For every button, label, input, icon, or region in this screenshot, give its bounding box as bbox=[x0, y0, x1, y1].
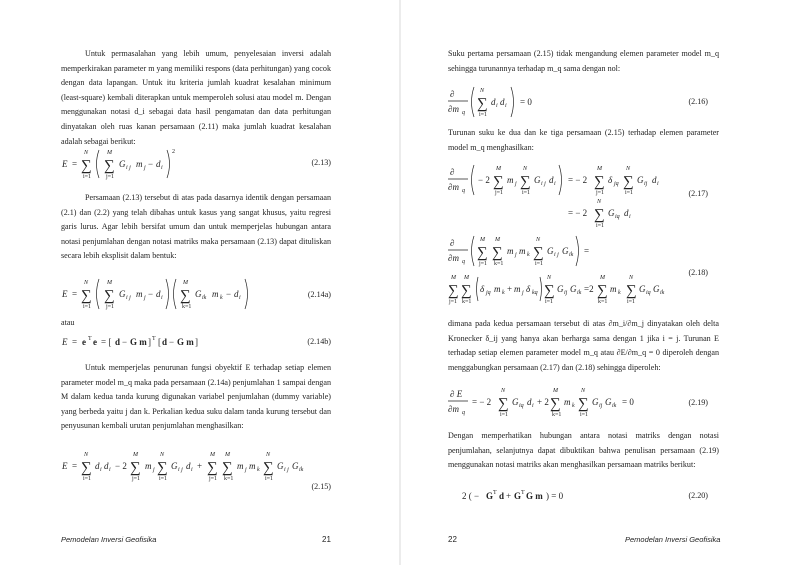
svg-text:M: M bbox=[133, 452, 138, 458]
svg-text:∂: ∂ bbox=[450, 238, 455, 248]
svg-text:∂: ∂ bbox=[450, 89, 455, 99]
svg-text:j: j bbox=[515, 252, 517, 258]
svg-text:M: M bbox=[480, 237, 485, 243]
svg-text:ik: ik bbox=[612, 403, 617, 409]
svg-text:G: G bbox=[605, 397, 612, 407]
svg-text:N: N bbox=[160, 452, 165, 458]
svg-text:d: d bbox=[527, 397, 532, 407]
svg-text:i=1: i=1 bbox=[545, 299, 554, 305]
svg-text:E: E bbox=[62, 337, 68, 347]
svg-text:q: q bbox=[462, 110, 465, 116]
svg-text:∑: ∑ bbox=[157, 460, 168, 476]
svg-text:=: = bbox=[72, 289, 78, 299]
svg-text:∂ E: ∂ E bbox=[450, 389, 463, 399]
svg-text:+: + bbox=[506, 491, 512, 501]
svg-text:m: m bbox=[136, 289, 143, 299]
svg-text:j=1: j=1 bbox=[106, 304, 115, 310]
svg-text:G: G bbox=[653, 284, 660, 294]
eq-2-14a-number: (2.14a) bbox=[307, 290, 331, 299]
svg-text:i: i bbox=[239, 295, 241, 301]
svg-text:N: N bbox=[547, 275, 552, 281]
svg-text:2 ( −: 2 ( − bbox=[462, 491, 480, 501]
svg-text:q: q bbox=[462, 188, 465, 194]
svg-text:j=1: j=1 bbox=[596, 190, 605, 196]
svg-text:M: M bbox=[183, 280, 188, 286]
svg-text:j=1: j=1 bbox=[132, 476, 141, 482]
svg-text:∑: ∑ bbox=[594, 207, 605, 223]
svg-text:− 2: − 2 bbox=[478, 175, 490, 185]
svg-text:[: [ bbox=[158, 337, 161, 347]
svg-text:N: N bbox=[626, 166, 631, 172]
right-paragraph-4: Dengan memperhatikan hubungan antara notasi matriks dengan notasi penjumlahan, selanjutnya dapat dibuktikan bahwa penulisan persamaan (2.19) menggunakan notasi matriks akan menghasilkan persamaan matriks berikut: bbox=[448, 431, 719, 470]
svg-text:k: k bbox=[572, 403, 575, 409]
svg-text:ik: ik bbox=[577, 290, 582, 296]
svg-text:i: i bbox=[532, 403, 534, 409]
svg-text:∑: ∑ bbox=[81, 288, 92, 304]
svg-text:G: G bbox=[277, 461, 284, 471]
svg-text:k=1: k=1 bbox=[494, 261, 504, 267]
svg-text:k: k bbox=[502, 290, 505, 296]
svg-text:∑: ∑ bbox=[130, 460, 141, 476]
svg-text:δ: δ bbox=[608, 175, 613, 185]
svg-text:=: = bbox=[72, 337, 78, 347]
svg-text:k=1: k=1 bbox=[182, 304, 192, 310]
svg-text:i: i bbox=[161, 165, 163, 171]
atau-text: atau bbox=[61, 318, 75, 327]
svg-text:d: d bbox=[624, 208, 629, 218]
svg-text:G m: G m bbox=[130, 337, 147, 347]
svg-text:N: N bbox=[597, 199, 602, 205]
svg-text:m: m bbox=[564, 397, 571, 407]
svg-text:∑: ∑ bbox=[81, 158, 92, 174]
svg-text:M: M bbox=[225, 452, 230, 458]
equation-2-16 bbox=[448, 84, 568, 122]
svg-text:G: G bbox=[514, 491, 522, 501]
svg-text:∑: ∑ bbox=[180, 288, 191, 304]
svg-text:j: j bbox=[245, 467, 247, 473]
svg-text:N: N bbox=[84, 150, 89, 156]
svg-text:d: d bbox=[652, 175, 657, 185]
svg-text:ik: ik bbox=[569, 252, 574, 258]
svg-text:E: E bbox=[62, 159, 68, 169]
svg-text:T: T bbox=[152, 336, 156, 342]
svg-text:T: T bbox=[521, 490, 525, 496]
svg-text:N: N bbox=[629, 275, 634, 281]
svg-text:∂: ∂ bbox=[450, 167, 455, 177]
right-footer-title: Pemodelan Inversi Geofisika bbox=[625, 535, 721, 544]
svg-text:q: q bbox=[462, 259, 465, 265]
right-paragraph-2: Turunan suku ke dua dan ke tiga persamaan (2.15) terhadap elemen parameter model m_q menghasilkan: bbox=[448, 128, 719, 152]
svg-text:T: T bbox=[493, 490, 497, 496]
svg-text:i: i bbox=[505, 103, 507, 109]
eq-2-13-number: (2.13) bbox=[311, 158, 331, 167]
svg-text:j=1: j=1 bbox=[106, 174, 115, 180]
svg-text:ik: ik bbox=[202, 295, 207, 301]
svg-text:N: N bbox=[536, 237, 541, 243]
svg-text:e: e bbox=[82, 337, 86, 347]
svg-text:i=1: i=1 bbox=[596, 223, 605, 229]
svg-text:j: j bbox=[153, 467, 155, 473]
left-paragraph-1: Untuk permasalahan yang lebih umum, penyelesaian inversi adalah memperkirakan parameter m yang memiliki respons (data perhitungan) yang cocok dengan data lapangan. Untuk itu kriteria jumlah kuadrat kesalahan minimum (least-square) kembali diterapkan untuk memperoleh solusi atau model m. Dengan menggunakan notasi d_i sebagai data hasil pengamatan dan data perhitungan dinyatakan oleh ruas kanan persamaan (2.11) maka jumlah kuadrat kesalahan adalah sebagai berikut: bbox=[61, 49, 331, 146]
svg-text:i: i bbox=[100, 467, 102, 473]
svg-text:= 0: = 0 bbox=[622, 397, 634, 407]
svg-text:G: G bbox=[292, 461, 299, 471]
svg-text:d: d bbox=[500, 97, 505, 107]
svg-text:) = 0: ) = 0 bbox=[546, 491, 564, 501]
svg-text:j=1: j=1 bbox=[449, 299, 458, 305]
svg-text:N: N bbox=[84, 452, 89, 458]
equation-2-17 bbox=[448, 162, 659, 229]
svg-text:i j: i j bbox=[541, 181, 546, 187]
eq-2-17-number: (2.17) bbox=[688, 189, 708, 198]
svg-text:m: m bbox=[610, 284, 617, 294]
svg-text:d: d bbox=[162, 337, 168, 347]
svg-text:m: m bbox=[494, 284, 501, 294]
svg-text:N: N bbox=[480, 88, 485, 94]
svg-text:j: j bbox=[522, 290, 524, 296]
svg-text:−: − bbox=[226, 289, 232, 299]
svg-text:∑: ∑ bbox=[597, 283, 608, 299]
svg-text:G: G bbox=[557, 284, 564, 294]
right-page bbox=[400, 0, 800, 565]
svg-text:d: d bbox=[156, 159, 161, 169]
svg-text:M: M bbox=[107, 150, 112, 156]
svg-text:∑: ∑ bbox=[493, 174, 504, 190]
right-paragraph-3: dimana pada kedua persamaan tersebut di atas ∂m_i/∂m_j dinyatakan oleh delta Kronecker δ_ij yang hanya akan berharga sama dengan 1 jika i = j. Turunan E terhadap setiap elemen parameter model m_q atau ∂E/∂m_q = 0 diperoleh dengan menggabungkan persamaan (2.17) dan (2.18) sehingga diperoleh: bbox=[448, 319, 719, 372]
svg-text:M: M bbox=[600, 275, 605, 281]
svg-text:i=1: i=1 bbox=[479, 112, 488, 118]
svg-text:iq: iq bbox=[615, 214, 620, 220]
svg-text:= − 2: = − 2 bbox=[568, 175, 588, 185]
svg-text:jq: jq bbox=[486, 290, 491, 296]
svg-text:N: N bbox=[501, 388, 506, 394]
equation-2-15 bbox=[62, 451, 332, 487]
left-paragraph-2: Persamaan (2.13) tersebut di atas pada dasarnya identik dengan persamaan (2.1) dan (2.2) yang telah dibahas untuk kasus yang sangat khusus, yaitu regresi garis lurus. Agar lebih bersifat umum dan untuk memperjelas hubungan antara notasi penjumlahan dengan notasi matriks maka persamaan (2.13) dapat dituliskan secara lebih eksplisit dalam bentuk: bbox=[61, 193, 331, 261]
svg-text:ij: ij bbox=[599, 403, 603, 409]
svg-text:i j: i j bbox=[126, 165, 131, 171]
svg-text:]: ] bbox=[195, 337, 198, 347]
eq-2-20-number: (2.20) bbox=[688, 491, 708, 500]
svg-text:G: G bbox=[562, 246, 569, 256]
svg-text:∑: ∑ bbox=[578, 396, 589, 412]
eq-2-15-number: (2.15) bbox=[311, 482, 331, 491]
svg-text:G: G bbox=[119, 289, 126, 299]
svg-text:d: d bbox=[95, 461, 100, 471]
svg-text:m: m bbox=[237, 461, 244, 471]
svg-text:i=1: i=1 bbox=[83, 304, 92, 310]
svg-text:−: − bbox=[169, 337, 175, 347]
svg-text:E: E bbox=[62, 289, 68, 299]
svg-text:+ 2: + 2 bbox=[537, 397, 549, 407]
svg-text:i: i bbox=[191, 467, 193, 473]
svg-text:∑: ∑ bbox=[594, 174, 605, 190]
svg-text:i j: i j bbox=[126, 295, 131, 301]
svg-text:M: M bbox=[495, 237, 500, 243]
svg-text:−: − bbox=[148, 159, 154, 169]
svg-text:k: k bbox=[220, 295, 223, 301]
svg-text:q: q bbox=[462, 410, 465, 416]
svg-text:m: m bbox=[507, 175, 514, 185]
equation-2-18 bbox=[448, 233, 708, 313]
svg-text:M: M bbox=[597, 166, 602, 172]
equation-2-14a bbox=[62, 276, 272, 314]
svg-text:G: G bbox=[637, 175, 644, 185]
svg-text:∑: ∑ bbox=[520, 174, 531, 190]
svg-text:d: d bbox=[186, 461, 191, 471]
svg-text:m: m bbox=[514, 284, 521, 294]
equation-2-20 bbox=[462, 487, 612, 505]
svg-text:j: j bbox=[144, 295, 146, 301]
svg-text:d: d bbox=[104, 461, 109, 471]
svg-text:N: N bbox=[523, 166, 528, 172]
equation-2-13 bbox=[62, 146, 262, 182]
eq-2-19-number: (2.19) bbox=[688, 398, 708, 407]
svg-text:i j: i j bbox=[284, 467, 289, 473]
svg-text:d: d bbox=[549, 175, 554, 185]
svg-text:i: i bbox=[496, 103, 498, 109]
svg-text:G: G bbox=[512, 397, 519, 407]
svg-text:∂m: ∂m bbox=[448, 182, 459, 192]
equation-2-14b bbox=[62, 333, 262, 351]
svg-text:iq: iq bbox=[519, 403, 524, 409]
svg-text:kq: kq bbox=[532, 290, 538, 296]
svg-text:δ: δ bbox=[526, 284, 531, 294]
svg-text:G: G bbox=[171, 461, 178, 471]
svg-text:i=1: i=1 bbox=[159, 476, 168, 482]
svg-text:M: M bbox=[464, 275, 469, 281]
svg-text:i=1: i=1 bbox=[83, 174, 92, 180]
svg-text:j=1: j=1 bbox=[209, 476, 218, 482]
svg-text:k: k bbox=[527, 252, 530, 258]
svg-text:ij: ij bbox=[564, 290, 568, 296]
svg-text:m: m bbox=[145, 461, 152, 471]
svg-text:+: + bbox=[507, 284, 513, 294]
svg-text:]: ] bbox=[148, 337, 151, 347]
eq-2-14b-number: (2.14b) bbox=[307, 337, 331, 346]
svg-text:=: = bbox=[72, 159, 78, 169]
svg-text:k: k bbox=[257, 467, 260, 473]
svg-text:M: M bbox=[107, 280, 112, 286]
svg-text:G: G bbox=[534, 175, 541, 185]
svg-text:+: + bbox=[197, 461, 203, 471]
eq-2-16-number: (2.16) bbox=[688, 97, 708, 106]
svg-text:m: m bbox=[519, 246, 526, 256]
svg-text:G: G bbox=[570, 284, 577, 294]
svg-text:∑: ∑ bbox=[623, 174, 634, 190]
svg-text:d: d bbox=[234, 289, 239, 299]
svg-text:k=1: k=1 bbox=[552, 412, 562, 418]
svg-text:ik: ik bbox=[660, 290, 665, 296]
svg-text:i=1: i=1 bbox=[522, 190, 531, 196]
svg-text:m: m bbox=[507, 246, 514, 256]
svg-text:i=1: i=1 bbox=[500, 412, 509, 418]
svg-text:∂m: ∂m bbox=[448, 253, 459, 263]
svg-text:d: d bbox=[115, 337, 121, 347]
svg-text:=2: =2 bbox=[584, 284, 594, 294]
svg-text:G m: G m bbox=[177, 337, 194, 347]
svg-text:j: j bbox=[515, 181, 517, 187]
svg-text:k=1: k=1 bbox=[224, 476, 234, 482]
svg-text:∑: ∑ bbox=[492, 245, 503, 261]
svg-text:i: i bbox=[161, 295, 163, 301]
svg-text:∑: ∑ bbox=[461, 283, 472, 299]
svg-text:∑: ∑ bbox=[104, 288, 115, 304]
svg-text:M: M bbox=[553, 388, 558, 394]
svg-text:i j: i j bbox=[554, 252, 559, 258]
svg-text:∑: ∑ bbox=[263, 460, 274, 476]
svg-text:i: i bbox=[554, 181, 556, 187]
svg-text:N: N bbox=[266, 452, 271, 458]
svg-text:iq: iq bbox=[646, 290, 651, 296]
svg-text:−: − bbox=[122, 337, 128, 347]
svg-text:=: = bbox=[72, 461, 78, 471]
svg-text:G m: G m bbox=[526, 491, 543, 501]
svg-text:i j: i j bbox=[178, 467, 183, 473]
svg-text:= [: = [ bbox=[101, 337, 112, 347]
svg-text:N: N bbox=[581, 388, 586, 394]
svg-text:N: N bbox=[84, 280, 89, 286]
svg-text:jq: jq bbox=[614, 181, 619, 187]
svg-text:M: M bbox=[496, 166, 501, 172]
svg-text:∑: ∑ bbox=[533, 245, 544, 261]
svg-text:k: k bbox=[618, 290, 621, 296]
svg-text:G: G bbox=[547, 246, 554, 256]
eq-2-18-number: (2.18) bbox=[688, 268, 708, 277]
svg-text:∂m: ∂m bbox=[448, 104, 459, 114]
svg-text:∑: ∑ bbox=[550, 396, 561, 412]
svg-text:E: E bbox=[62, 461, 68, 471]
svg-text:δ: δ bbox=[480, 284, 485, 294]
svg-text:d: d bbox=[499, 491, 505, 501]
svg-text:i=1: i=1 bbox=[83, 476, 92, 482]
svg-text:∑: ∑ bbox=[448, 283, 459, 299]
svg-text:∑: ∑ bbox=[222, 460, 233, 476]
svg-text:j: j bbox=[144, 165, 146, 171]
svg-text:i=1: i=1 bbox=[265, 476, 274, 482]
left-page-number: 21 bbox=[322, 535, 331, 544]
svg-text:j=1: j=1 bbox=[479, 261, 488, 267]
equation-2-19 bbox=[448, 384, 648, 422]
svg-text:ij: ij bbox=[644, 181, 648, 187]
svg-text:e: e bbox=[93, 337, 97, 347]
svg-text:m: m bbox=[249, 461, 256, 471]
right-paragraph-1: Suku pertama persamaan (2.15) tidak mengandung elemen parameter model m_q sehingga turunannya terhadap m_q sama dengan nol: bbox=[448, 49, 719, 73]
svg-text:G: G bbox=[486, 491, 494, 501]
svg-text:k=1: k=1 bbox=[598, 299, 608, 305]
svg-text:T: T bbox=[88, 336, 92, 342]
svg-text:M: M bbox=[451, 275, 456, 281]
svg-text:G: G bbox=[195, 289, 202, 299]
svg-text:∑: ∑ bbox=[207, 460, 218, 476]
svg-text:m: m bbox=[136, 159, 143, 169]
svg-text:G: G bbox=[119, 159, 126, 169]
svg-text:= − 2: = − 2 bbox=[472, 397, 492, 407]
svg-text:∑: ∑ bbox=[104, 158, 115, 174]
svg-text:i: i bbox=[657, 181, 659, 187]
svg-text:i: i bbox=[109, 467, 111, 473]
svg-text:i=1: i=1 bbox=[535, 261, 544, 267]
svg-text:∑: ∑ bbox=[626, 283, 637, 299]
svg-text:∑: ∑ bbox=[477, 245, 488, 261]
svg-text:i: i bbox=[629, 214, 631, 220]
svg-text:i=1: i=1 bbox=[580, 412, 589, 418]
right-page-number: 22 bbox=[448, 535, 457, 544]
svg-text:m: m bbox=[212, 289, 219, 299]
svg-text:2: 2 bbox=[172, 149, 175, 155]
svg-text:d: d bbox=[156, 289, 161, 299]
svg-text:∑: ∑ bbox=[477, 96, 488, 112]
svg-text:∂m: ∂m bbox=[448, 404, 459, 414]
svg-text:i=1: i=1 bbox=[625, 190, 634, 196]
svg-text:G: G bbox=[592, 397, 599, 407]
left-paragraph-3: Untuk memperjelas penurunan fungsi obyektif E terhadap setiap elemen parameter model m_q maka pada persamaan (2.14a) penjumlahan 1 sampai dengan M dalam kedua tanda kurung digunakan variabel penjumlahan (dummy variable) yang berbeda yaitu j dan k. Perkalian kedua suku dalam tanda kurung tersebut dan penyusunan kembali urutan penjumlahan menghasilkan: bbox=[61, 363, 331, 431]
svg-text:− 2: − 2 bbox=[115, 461, 127, 471]
svg-text:k=1: k=1 bbox=[462, 299, 472, 305]
svg-text:∑: ∑ bbox=[81, 460, 92, 476]
svg-text:G: G bbox=[639, 284, 646, 294]
svg-text:M: M bbox=[210, 452, 215, 458]
svg-text:∑: ∑ bbox=[544, 283, 555, 299]
svg-text:−: − bbox=[148, 289, 154, 299]
svg-text:i=1: i=1 bbox=[627, 299, 636, 305]
svg-text:= 0: = 0 bbox=[520, 97, 532, 107]
svg-text:ik: ik bbox=[299, 467, 304, 473]
svg-text:j=1: j=1 bbox=[495, 190, 504, 196]
svg-text:d: d bbox=[491, 97, 496, 107]
svg-text:= − 2: = − 2 bbox=[568, 208, 588, 218]
svg-text:∑: ∑ bbox=[498, 396, 509, 412]
left-footer-title: Pemodelan Inversi Geofisika bbox=[61, 535, 157, 544]
svg-text:G: G bbox=[608, 208, 615, 218]
svg-text:=: = bbox=[584, 246, 590, 256]
